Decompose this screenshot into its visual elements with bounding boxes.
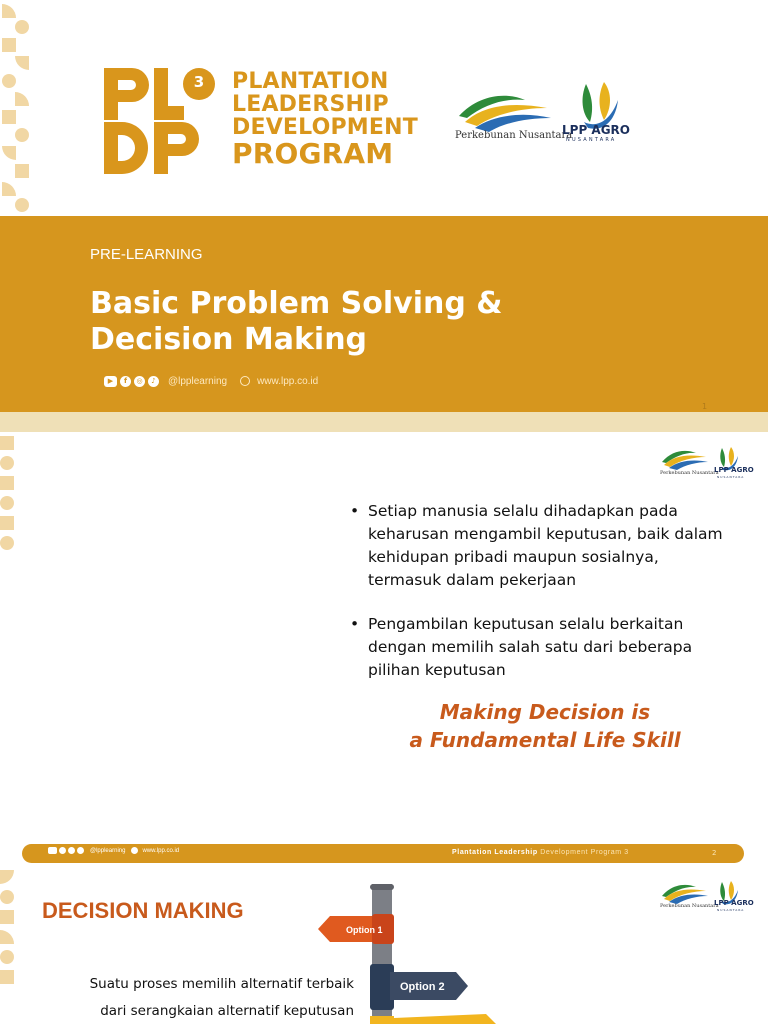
definition-text: Suatu proses memilih alternatif terbaik dari serangkaian alternatif keputusan: [89, 976, 354, 1019]
decorative-pattern: [0, 0, 30, 216]
instagram-icon[interactable]: [68, 847, 75, 854]
website-link[interactable]: www.lpp.co.id: [257, 375, 319, 387]
program-name: [232, 70, 422, 169]
signpost-option-2: Option 2: [400, 981, 445, 993]
footer-program-bold: Plantation Leadership: [452, 849, 538, 856]
logo-badge-number: 3: [193, 73, 205, 91]
bullet-item: [346, 613, 736, 682]
bottom-strip: [0, 412, 768, 432]
bullet-item: [346, 500, 736, 592]
globe-icon: [131, 847, 138, 854]
highlight-quote: [380, 698, 710, 754]
bullet-glyph: •: [350, 615, 360, 633]
program-name-line: DEVELOPMENT: [232, 115, 418, 140]
social-links: [104, 374, 318, 388]
page-number: 1: [702, 402, 708, 411]
youtube-icon[interactable]: ▶: [104, 376, 117, 387]
bullet-list: [346, 500, 736, 703]
slide-title: DECISION MAKING: [42, 898, 244, 923]
decorative-pattern: [0, 432, 18, 552]
youtube-icon[interactable]: [48, 847, 57, 854]
slide-content: [0, 432, 768, 866]
slide-title-line: Basic Problem Solving &: [90, 286, 503, 321]
partner-subtitle: NUSANTARA: [717, 475, 745, 479]
footer-program-name: [452, 849, 629, 856]
bullet-text: Pengambilan keputusan selalu berkaitan dengan memilih salah satu dari beberapa pilihan keputusan: [368, 615, 693, 679]
slide-title-line: Decision Making: [90, 322, 368, 357]
globe-icon: [240, 376, 250, 386]
quote-line: a Fundamental Life Skill: [409, 728, 681, 752]
bullet-text: Setiap manusia selalu dihadapkan pada keharusan mengambil keputusan, baik dalam kehidupan pribadi maupun sosialnya, termasuk dalam pekerjaan: [368, 502, 723, 589]
bullet-glyph: •: [350, 502, 360, 520]
page-number: 2: [712, 849, 717, 857]
decorative-pattern: [0, 866, 16, 986]
social-handle[interactable]: @lpplearning: [90, 847, 126, 854]
partner-caption: Perkebunan Nusantara: [660, 470, 719, 476]
slide-cover: [0, 0, 768, 432]
program-name-line: PROGRAM: [232, 137, 394, 170]
partner-subtitle: NUSANTARA: [566, 137, 617, 143]
footer-program-number: 3: [624, 849, 629, 856]
footer-social-links: [48, 847, 179, 854]
partner-name: LPP AGRO: [714, 466, 754, 474]
tiktok-icon[interactable]: ♪: [148, 376, 159, 387]
program-name-line: PLANTATION: [232, 69, 389, 94]
slide-footer: [22, 844, 744, 863]
program-name-line: LEADERSHIP: [232, 92, 389, 117]
tiktok-icon[interactable]: [77, 847, 84, 854]
signpost-illustration: [310, 884, 510, 1024]
slide-title: [90, 286, 650, 358]
social-handle[interactable]: @lpplearning: [168, 375, 228, 387]
instagram-icon[interactable]: ◎: [134, 376, 145, 387]
partner-caption: Perkebunan Nusantara: [660, 903, 719, 909]
facebook-icon[interactable]: f: [120, 376, 131, 387]
partner-subtitle: NUSANTARA: [717, 908, 745, 912]
facebook-icon[interactable]: [59, 847, 66, 854]
website-link[interactable]: www.lpp.co.id: [142, 847, 180, 854]
partner-caption: Perkebunan Nusantara: [455, 130, 573, 141]
partner-name: LPP AGRO: [714, 899, 754, 907]
signpost-option-1: Option 1: [346, 925, 383, 935]
partner-name: LPP AGRO: [562, 123, 630, 137]
footer-program-light: Development Program: [540, 849, 622, 856]
quote-line: Making Decision is: [439, 700, 651, 724]
slide-decision-making: [0, 866, 768, 1024]
section-label: PRE-LEARNING: [90, 246, 203, 263]
